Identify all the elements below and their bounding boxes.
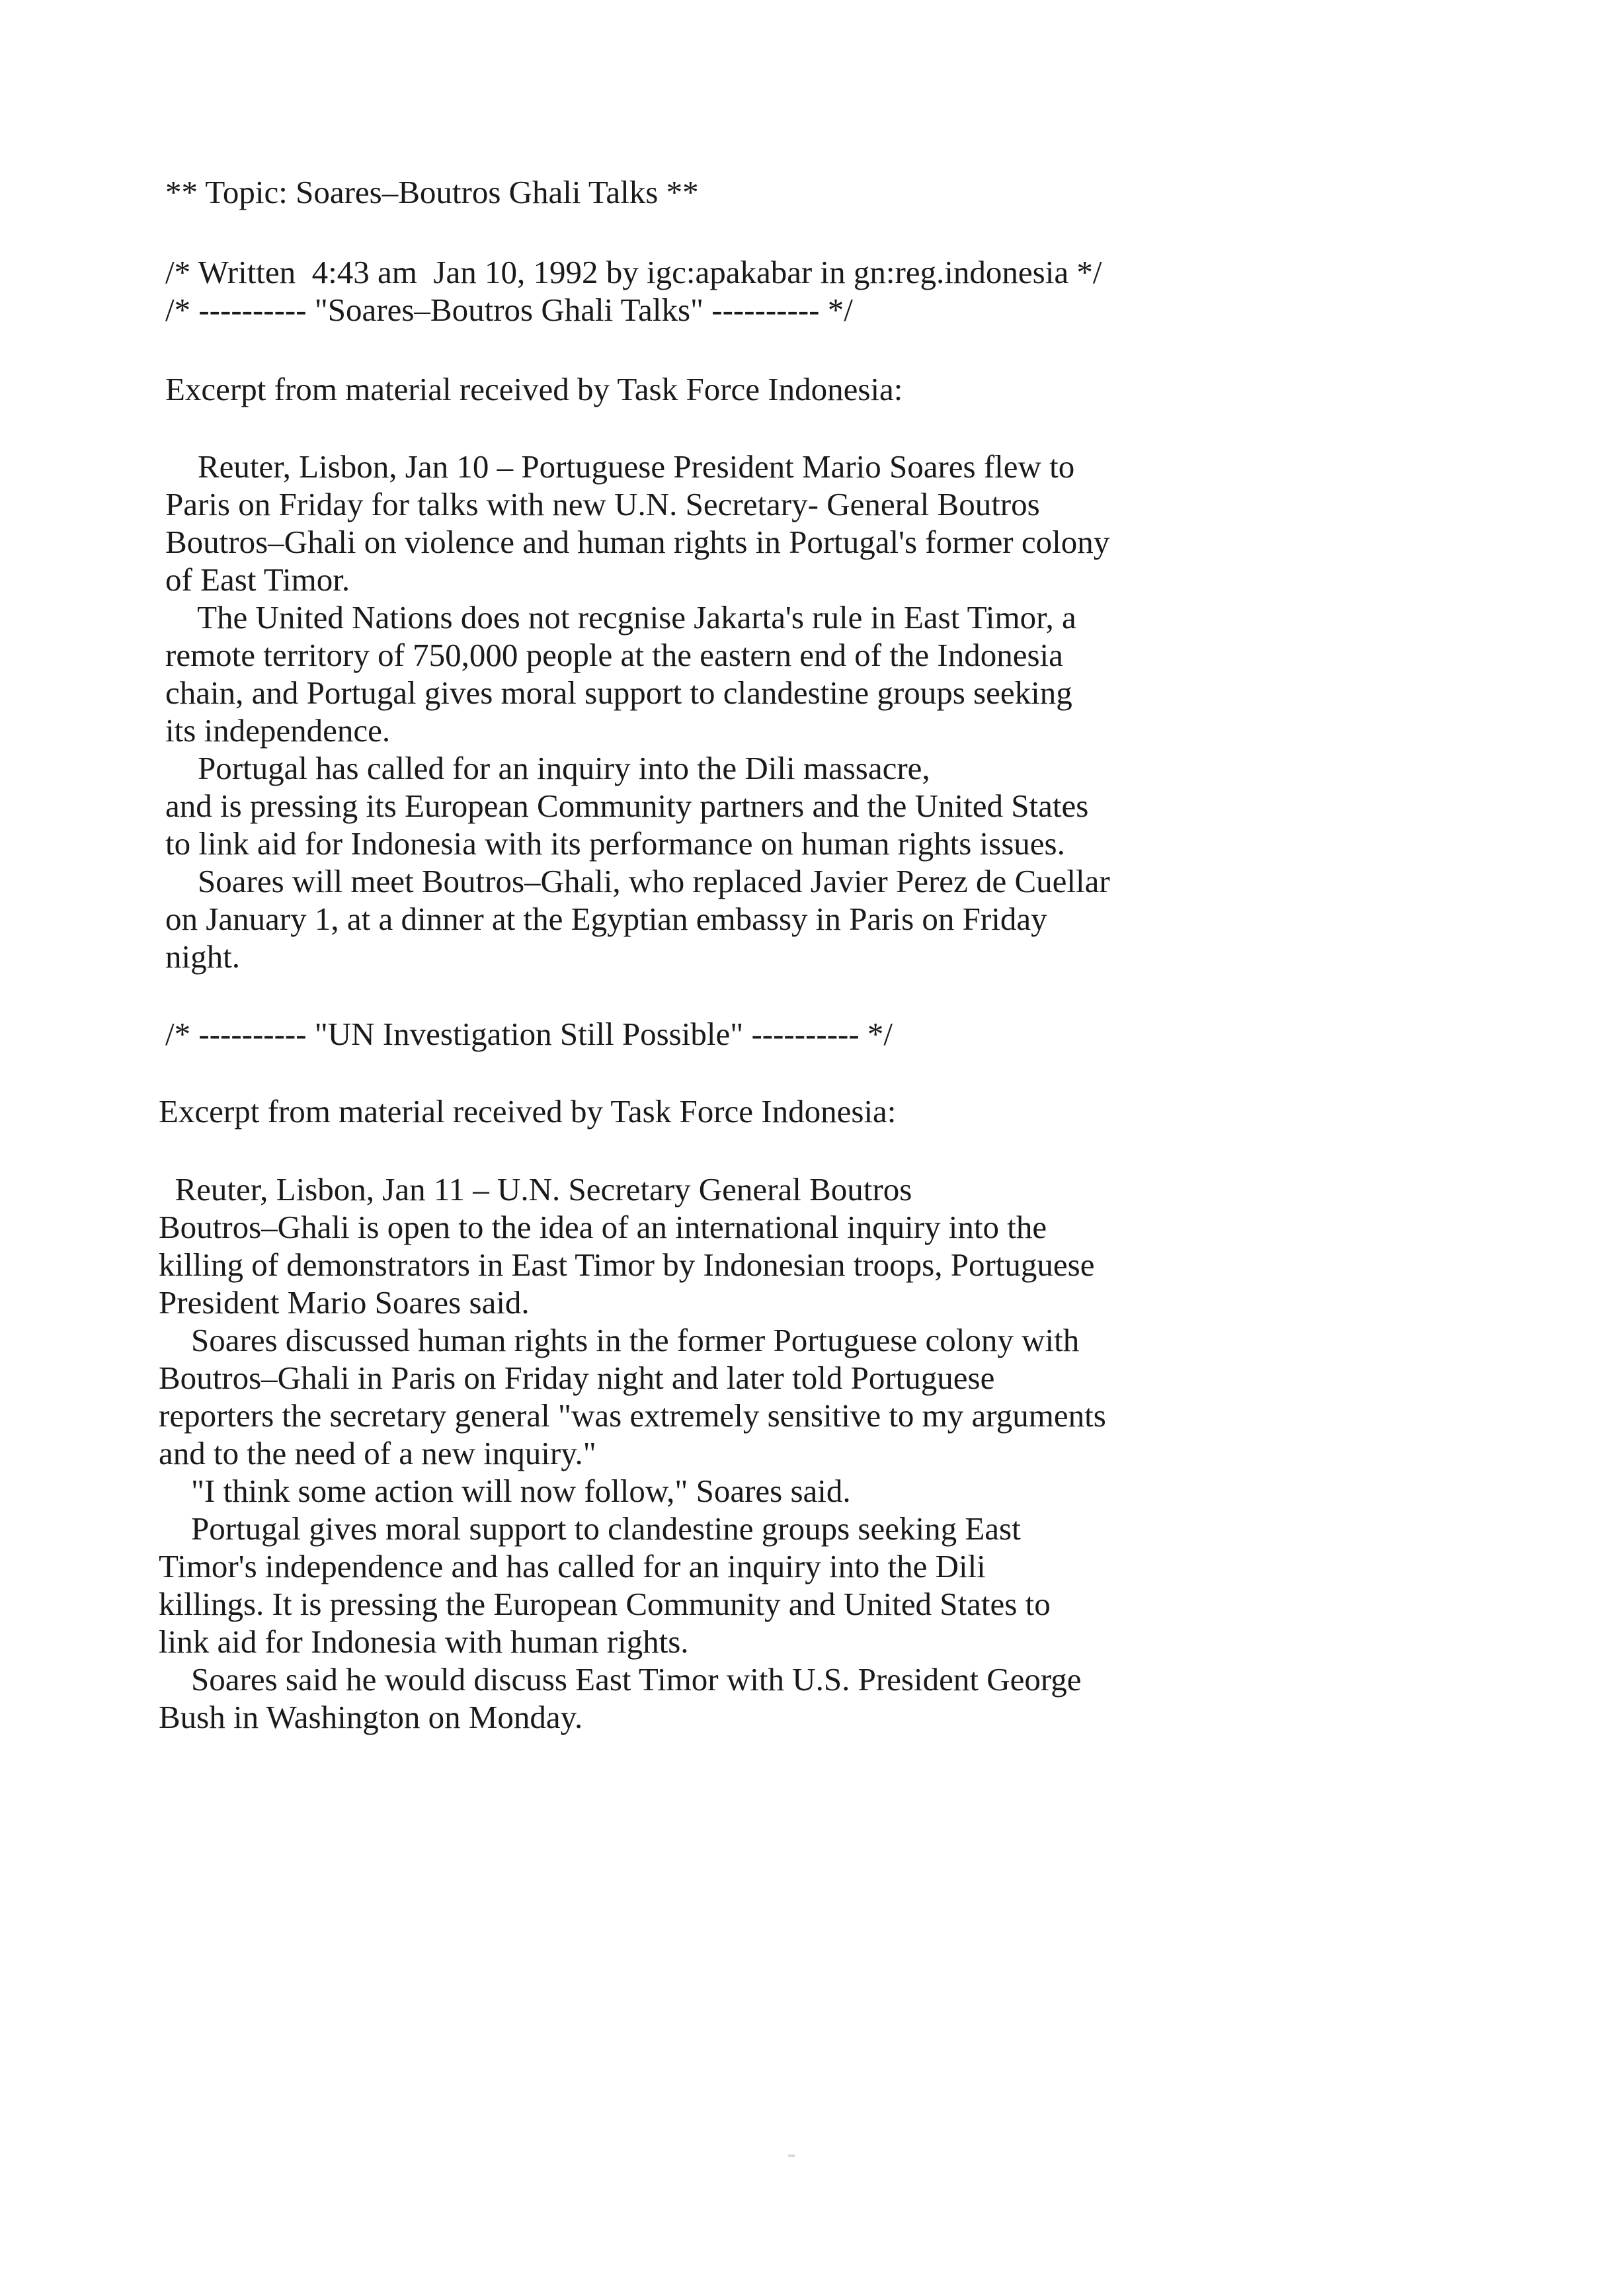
article-2-line: Timor's independence and has called for an inquiry into the Dili bbox=[159, 1548, 986, 1584]
article-1-line: on January 1, at a dinner at the Egyptian embassy in Paris on Friday bbox=[165, 901, 1047, 937]
article-2-line: Bush in Washington on Monday. bbox=[159, 1699, 583, 1735]
excerpt-intro-2: Excerpt from material received by Task Force Indonesia: bbox=[159, 1093, 897, 1129]
article-1-line: chain, and Portugal gives moral support to clandestine groups seeking bbox=[165, 675, 1072, 711]
article-1-line: of East Timor. bbox=[165, 561, 350, 598]
article-1-line: Reuter, Lisbon, Jan 10 – Portuguese President Mario Soares flew to bbox=[165, 448, 1075, 485]
article-2-line: and to the need of a new inquiry." bbox=[159, 1435, 596, 1471]
article-2-line: Reuter, Lisbon, Jan 11 – U.N. Secretary General Boutros bbox=[159, 1171, 912, 1208]
article-1-line: remote territory of 750,000 people at the eastern end of the Indonesia bbox=[165, 637, 1063, 673]
section-separator-1: /* ---------- "Soares–Boutros Ghali Talks" ---------- */ bbox=[165, 292, 853, 328]
article-1-line: and is pressing its European Community partners and the United States bbox=[165, 788, 1089, 824]
article-2-line: Boutros–Ghali in Paris on Friday night and later told Portuguese bbox=[159, 1360, 995, 1396]
article-1-line: night. bbox=[165, 938, 240, 975]
article-2-line: Boutros–Ghali is open to the idea of an international inquiry into the bbox=[159, 1209, 1047, 1245]
article-1-line: Paris on Friday for talks with new U.N. Secretary- General Boutros bbox=[165, 486, 1040, 522]
article-2-line: reporters the secretary general "was extremely sensitive to my arguments bbox=[159, 1397, 1106, 1434]
article-1-line: Soares will meet Boutros–Ghali, who replaced Javier Perez de Cuellar bbox=[165, 863, 1110, 899]
article-1-line: to link aid for Indonesia with its performance on human rights issues. bbox=[165, 825, 1065, 862]
article-2-line: President Mario Soares said. bbox=[159, 1284, 530, 1321]
article-1-line: The United Nations does not recgnise Jakarta's rule in East Timor, a bbox=[165, 599, 1076, 636]
article-2-line: Soares said he would discuss East Timor with U.S. President George bbox=[159, 1661, 1082, 1698]
written-line: /* Written 4:43 am Jan 10, 1992 by igc:apakabar in gn:reg.indonesia */ bbox=[165, 254, 1102, 290]
topic-heading: ** Topic: Soares–Boutros Ghali Talks ** bbox=[165, 174, 699, 210]
scan-speck bbox=[788, 2154, 795, 2157]
article-2-line: Portugal gives moral support to clandestine groups seeking East bbox=[159, 1510, 1021, 1547]
section-separator-2: /* ---------- "UN Investigation Still Possible" ---------- */ bbox=[165, 1016, 893, 1052]
article-2-line: "I think some action will now follow," Soares said. bbox=[159, 1473, 851, 1509]
article-2-line: link aid for Indonesia with human rights. bbox=[159, 1623, 689, 1660]
article-2-line: killings. It is pressing the European Community and United States to bbox=[159, 1586, 1051, 1622]
article-1-line: its independence. bbox=[165, 712, 391, 749]
article-2-line: killing of demonstrators in East Timor by Indonesian troops, Portuguese bbox=[159, 1247, 1095, 1283]
article-1-line: Boutros–Ghali on violence and human rights in Portugal's former colony bbox=[165, 524, 1110, 560]
excerpt-intro-1: Excerpt from material received by Task Force Indonesia: bbox=[165, 371, 903, 407]
article-2-line: Soares discussed human rights in the former Portuguese colony with bbox=[159, 1322, 1080, 1358]
article-1-line: Portugal has called for an inquiry into the Dili massacre, bbox=[165, 750, 930, 786]
